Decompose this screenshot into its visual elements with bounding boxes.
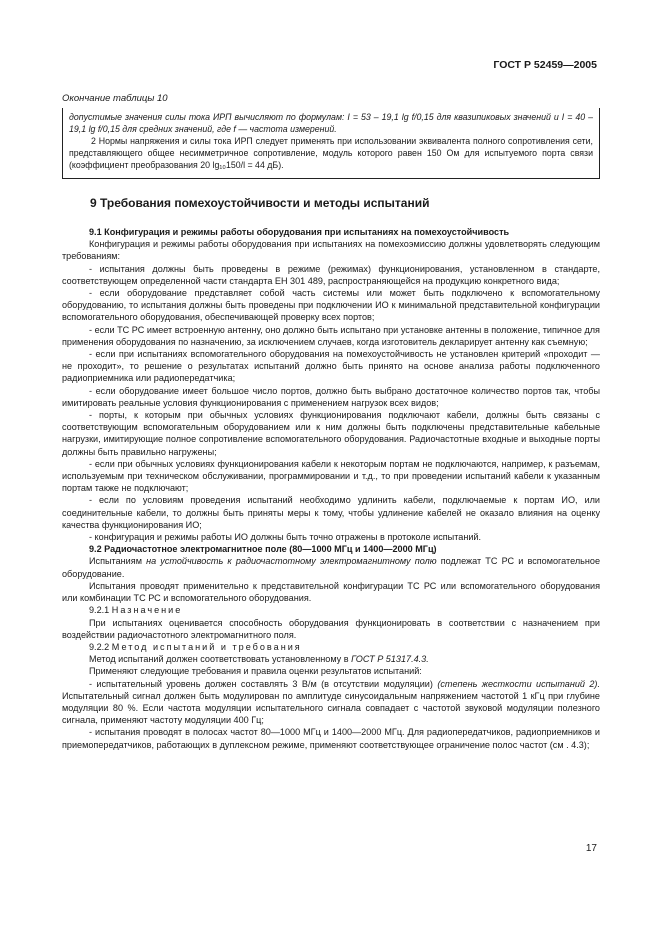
text-run: подлежат ТС РС и вспомогательное оборудование.: [62, 556, 601, 579]
text-run-italic: на устойчивость к радиочастотному электромагнитному полю: [146, 556, 437, 567]
clause-9-2-1-heading: [62, 604, 600, 616]
subsection-9-1-intro: Конфигурация и режимы работы оборудования при испытаниях на помехоэмиссию должны удовлетворять следующим требованиям:: [62, 239, 600, 262]
subsection-9-1-title: 9.1 Конфигурация и режимы работы оборудования при испытаниях на помехоустойчивость: [89, 227, 510, 237]
requirement-item: - испытания должны быть проведены в режиме (режимах) функционирования, установленном в стандарте, соответствующем определенной части стандарта ЕН 301 489, распространяющейся на продукцию конкретного вида;: [62, 263, 600, 286]
subsection-9-2-para-1: [62, 555, 600, 579]
requirement-item: - если при обычных условиях функционирования кабели к некоторым портам не подключаются, например, к разъемам, используемым при техническом обслуживании, программировании и т.д., то при проведении испытаний кабели к указанным портам также не подключают;: [62, 458, 600, 494]
subsection-9-2-para-2: Испытания проводят применительно к представительной конфигурации ТС РС или вспомогательного оборудования или комбинации ТС РС и вспомогательного оборудования.: [62, 580, 600, 604]
requirement-item: - испытания проводят в полосах частот 80—1000 МГц и 1400—2000 МГц. Для радиопередатчиков, радиоприемников и приемопередатчиков, работающих в дуплексном режиме, применяют соответствующее ограничение полос частот (см . 4.3);: [62, 727, 600, 750]
clause-number: 9.2.1: [89, 605, 112, 616]
requirement-item: - если ТС РС имеет встроенную антенну, оно должно быть испытано при установке антенны в положение, типичное для применения оборудования по назначению, за исключением случаев, когда изготовитель декларирует антенну как съемную;: [62, 324, 600, 347]
text-run: Метод испытаний должен соответствовать установленному в: [89, 654, 352, 665]
text-run: - испытательный уровень должен составлять 3 В/м (в отсутствии модуляции): [89, 678, 438, 689]
body-text: [62, 226, 600, 751]
standard-reference: ГОСТ Р 51317.4.3.: [351, 654, 429, 665]
clause-9-2-2-intro: Применяют следующие требования и правила оценки результатов испытаний:: [89, 666, 422, 677]
requirement-item: - если оборудование представляет собой часть системы или может быть подключено к вспомогательному оборудованию, то испытания должны быть проведены при подключении ИО к минимальной представительной конфигурации вспомогательного оборудования, обеспечивающей проверку всех портов;: [62, 288, 600, 323]
requirement-item: - если по условиям проведения испытаний необходимо удлинить кабели, подключаемые к портам ИО, или соединительные кабели, то должны быть приняты меры к тому, чтобы удлинение кабелей не оказало влияния на оценку качества функционирования ИО;: [62, 495, 600, 530]
text-run-italic: (степень жесткости испытаний 2).: [437, 678, 600, 689]
clause-number: 9.2.2: [89, 641, 112, 652]
text-run: Испытательный сигнал должен быть модулирован по амплитуде синусоидальным напряжением частотой 1 кГц при глубине модуляции 80 %. Если частота модуляции испытательного сигнала совпадает с частотой звуковой модуляции полезного сигнала, применяют частоту модуляции 400 Гц;: [62, 690, 600, 726]
standard-header: ГОСТ Р 52459—2005: [493, 59, 597, 71]
clause-9-2-2-method: [62, 653, 600, 665]
table-note-box: [62, 108, 600, 179]
text-run: Испытаниям: [89, 556, 147, 567]
table-caption: Окончание таблицы 10: [62, 93, 168, 104]
requirement-item: [62, 678, 600, 727]
subsection-9-2-title: 9.2 Радиочастотное электромагнитное поле (80—1000 МГц и 1400—2000 МГц): [89, 544, 437, 555]
requirement-item: - порты, к которым при обычных условиях функционирования подключают кабели, должны быть связаны с соответствующим вспомогательным оборудованием или к ним должны быть подключены представительные кабельные нагрузки, имитирующие полное сопротивление вспомогательного оборудования. Радиочастотные входные и выходные порты должны быть правильно нагружены;: [62, 410, 600, 457]
table-note-2: 2 Нормы напряжения и силы тока ИРП следует применять при использовании эквивалента полного сопротивления сети, представляющего общее несимметричное сопротивление, модуль которого равен 150 Ом для испытуемого порта связи (коэффициент преобразования 20 lg₁₀150/l = 44 дБ).: [69, 136, 593, 170]
clause-title: Метод испытаний и требования: [111, 641, 302, 652]
page-number: 17: [585, 843, 597, 854]
clause-title: Назначение: [111, 605, 183, 616]
clause-9-2-1-text: При испытаниях оценивается способность оборудования функционировать в соответствии с назначением при воздействии радиочастотного электромагнитного поля.: [62, 617, 600, 640]
requirement-item: - если оборудование имеет большое число портов, должно быть выбрано достаточное количество портов так, чтобы имитировать реальные условия функционирования с применением нагрузок всех видов;: [62, 385, 600, 408]
requirement-item: - если при испытаниях вспомогательного оборудования на помехоустойчивость не установлен критерий «проходит — не проходит», то решение о результатах испытаний должно быть принято на основе анализа работы подключенного радиоприемника или радиопередатчика;: [62, 349, 600, 384]
section-title: 9 Требования помехоустойчивости и методы испытаний: [90, 196, 430, 210]
clause-9-2-2-heading: [62, 641, 600, 653]
requirement-item: - конфигурация и режимы работы ИО должны быть точно отражены в протоколе испытаний.: [89, 532, 482, 543]
table-note-1: допустимые значения силы тока ИРП вычисляют по формулам: I = 53 – 19,1 lg f/0,15 для квазипиковых значений и I = 40 – 19,1 lg f/0,15 для средних значений, где f — частота измерений.: [69, 112, 593, 134]
